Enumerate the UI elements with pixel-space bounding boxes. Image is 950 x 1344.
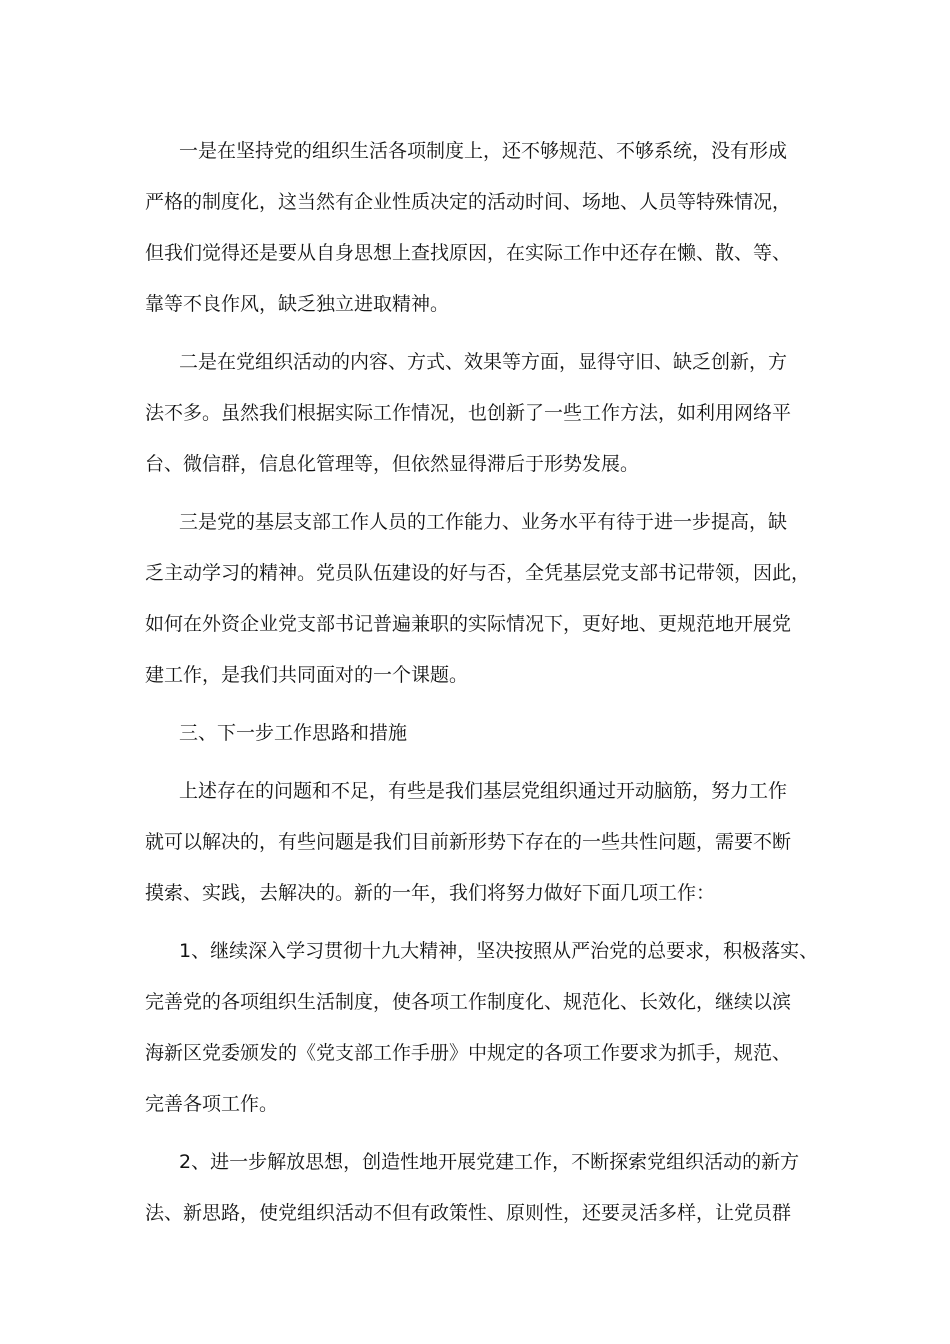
- text-line: 法不多。虽然我们根据实际工作情况，也创新了一些工作方法，如利用网络平: [145, 402, 792, 424]
- text-line: 但我们觉得还是要从自身思想上查找原因，在实际工作中还存在懒、散、等、: [145, 242, 792, 264]
- text-line: 2、进一步解放思想，创造性地开展党建工作，不断探索党组织活动的新方: [179, 1151, 800, 1173]
- text-line: 靠等不良作风，缺乏独立进取精神。: [145, 293, 450, 315]
- text-line: 乏主动学习的精神。党员队伍建设的好与否，全凭基层党支部书记带领，因此，: [145, 562, 811, 584]
- text-line: 就可以解决的，有些问题是我们目前新形势下存在的一些共性问题，需要不断: [145, 831, 792, 853]
- text-line: 法、新思路，使党组织活动不但有政策性、原则性，还要灵活多样，让党员群: [145, 1202, 792, 1224]
- text-line: 完善党的各项组织生活制度，使各项工作制度化、规范化、长效化，继续以滨: [145, 991, 792, 1013]
- text-line: 二是在党组织活动的内容、方式、效果等方面，显得守旧、缺乏创新，方: [179, 351, 788, 373]
- text-line: 三是党的基层支部工作人员的工作能力、业务水平有待于进一步提高，缺: [179, 511, 788, 533]
- paragraph-measure-1: [145, 926, 819, 1130]
- text-line: 台、微信群，信息化管理等，但依然显得滞后于形势发展。: [145, 453, 640, 475]
- text-line: 严格的制度化，这当然有企业性质决定的活动时间、场地、人员等特殊情况，: [145, 191, 792, 213]
- paragraph-problem-2: [145, 337, 813, 490]
- paragraph-measure-2: [145, 1137, 813, 1239]
- text-line: 1、继续深入学习贯彻十九大精神，坚决按照从严治党的总要求，积极落实、: [179, 940, 819, 962]
- text-line: 如何在外资企业党支部书记普遍兼职的实际情况下，更好地、更规范地开展党: [145, 613, 792, 635]
- text-line: 摸索、实践，去解决的。新的一年，我们将努力做好下面几项工作：: [145, 882, 716, 904]
- document-body: [145, 126, 819, 1246]
- text-line: 一是在坚持党的组织生活各项制度上，还不够规范、不够系统，没有形成: [179, 140, 788, 162]
- text-line: 完善各项工作。: [145, 1093, 279, 1115]
- paragraph-intro: [145, 766, 813, 919]
- paragraph-problem-1: [145, 126, 813, 330]
- text-line: 建工作，是我们共同面对的一个课题。: [145, 664, 469, 686]
- text-line: 海新区党委颁发的《党支部工作手册》中规定的各项工作要求为抓手，规范、: [145, 1042, 792, 1064]
- paragraph-problem-3: [145, 497, 813, 701]
- section-heading: 三、下一步工作思路和措施: [179, 722, 408, 744]
- text-line: 上述存在的问题和不足，有些是我们基层党组织通过开动脑筋，努力工作: [179, 780, 788, 802]
